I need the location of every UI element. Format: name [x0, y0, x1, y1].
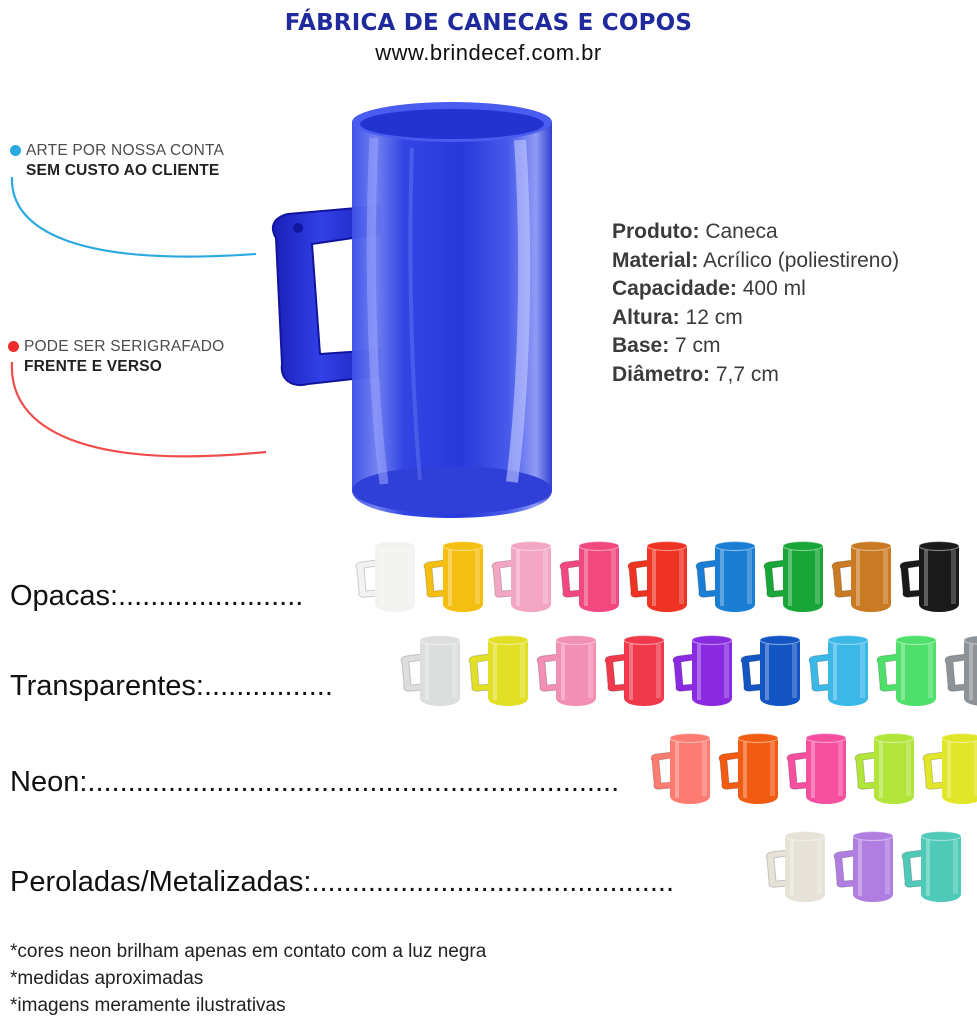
spec-value-altura: 12 cm [685, 305, 743, 329]
callout-arte-line2: SEM CUSTO AO CLIENTE [26, 162, 220, 179]
color-swatches-opacas [355, 536, 965, 616]
color-swatch-preto [899, 536, 965, 616]
spec-row-material [612, 247, 899, 276]
website-url: www.brindecef.com.br [375, 40, 602, 65]
color-swatches-neon [650, 728, 977, 808]
spec-label-capacidade: Capacidade: [612, 277, 737, 300]
color-swatch-perola-lilas [833, 826, 899, 906]
color-swatch-neon-laranja [718, 728, 784, 808]
color-row-label-neon: Neon:.................................................................. [10, 766, 620, 798]
color-row-peroladas [0, 826, 977, 914]
color-swatch-pink [559, 536, 625, 616]
bullet-dot-icon [8, 341, 19, 352]
spec-row-produto [612, 218, 899, 247]
spec-row-base [612, 332, 899, 361]
color-swatch-neon-rosa [786, 728, 852, 808]
color-swatches-transparentes [400, 630, 977, 710]
color-swatch-perola-branco [765, 826, 831, 906]
spec-label-diametro: Diâmetro: [612, 362, 711, 386]
color-swatch-roxo [672, 630, 738, 710]
color-row-opacas [0, 536, 977, 624]
callout-arte-line1: ARTE POR NOSSA CONTA [26, 142, 225, 159]
footnote-3: *imagens meramente ilustrativas [10, 995, 286, 1016]
color-swatch-rosa [536, 630, 602, 710]
spec-label-base: Base: [612, 334, 670, 357]
color-swatch-neon-amarelo [922, 728, 977, 808]
color-swatch-neon-verde [854, 728, 920, 808]
color-swatch-cristal [400, 630, 466, 710]
spec-label-altura: Altura: [612, 305, 680, 329]
color-swatch-amarelo [468, 630, 534, 710]
page-title: FÁBRICA DE CANECAS E COPOS [284, 10, 693, 36]
footnote-1: *cores neon brilham apenas em contato com a luz negra [10, 941, 487, 962]
color-row-label-transparentes: Transparentes:................ [10, 670, 333, 702]
page-header [0, 10, 977, 66]
spec-value-produto: Caneca [705, 220, 778, 243]
color-swatch-verde [763, 536, 829, 616]
product-image-caneca [262, 88, 632, 528]
color-swatch-perola-verde-agua [901, 826, 967, 906]
callout-arte-por-nossa-conta [10, 142, 224, 180]
bullet-dot-icon [10, 145, 21, 156]
footnotes [10, 938, 486, 1019]
callout-pode-ser-serigrafado [8, 338, 224, 376]
color-swatch-laranja-marrom [831, 536, 897, 616]
spec-row-altura [612, 304, 899, 333]
color-swatch-vermelho [604, 630, 670, 710]
color-swatch-rosa-claro [491, 536, 557, 616]
color-swatch-azul [695, 536, 761, 616]
color-swatch-azul [740, 630, 806, 710]
color-swatch-azul-claro [808, 630, 874, 710]
color-swatch-amarelo [423, 536, 489, 616]
spec-value-diametro: 7,7 cm [715, 362, 779, 386]
callout-serig-line1: PODE SER SERIGRAFADO [24, 338, 225, 355]
color-swatch-vermelho [627, 536, 693, 616]
spec-label-material: Material: [612, 248, 699, 272]
product-specs [612, 218, 899, 389]
color-row-label-peroladas: Peroladas/Metalizadas:............................................. [10, 866, 675, 898]
footnote-2: *medidas aproximadas [10, 968, 204, 989]
spec-value-capacidade: 400 ml [742, 277, 806, 300]
color-row-label-opacas: Opacas:....................... [10, 580, 304, 612]
color-swatch-branco [355, 536, 421, 616]
color-swatches-peroladas [765, 826, 967, 906]
color-swatch-fume [944, 630, 977, 710]
color-swatch-verde-limao [876, 630, 942, 710]
spec-value-material: Acrílico (poliestireno) [703, 248, 900, 272]
color-swatch-neon-coral [650, 728, 716, 808]
callout-serig-line2: FRENTE E VERSO [24, 358, 163, 375]
spec-row-diametro [612, 361, 899, 390]
spec-value-base: 7 cm [675, 334, 721, 357]
spec-row-capacidade [612, 275, 899, 304]
spec-label-produto: Produto: [612, 220, 700, 243]
color-row-transparentes [0, 630, 977, 718]
color-row-neon [0, 728, 977, 816]
